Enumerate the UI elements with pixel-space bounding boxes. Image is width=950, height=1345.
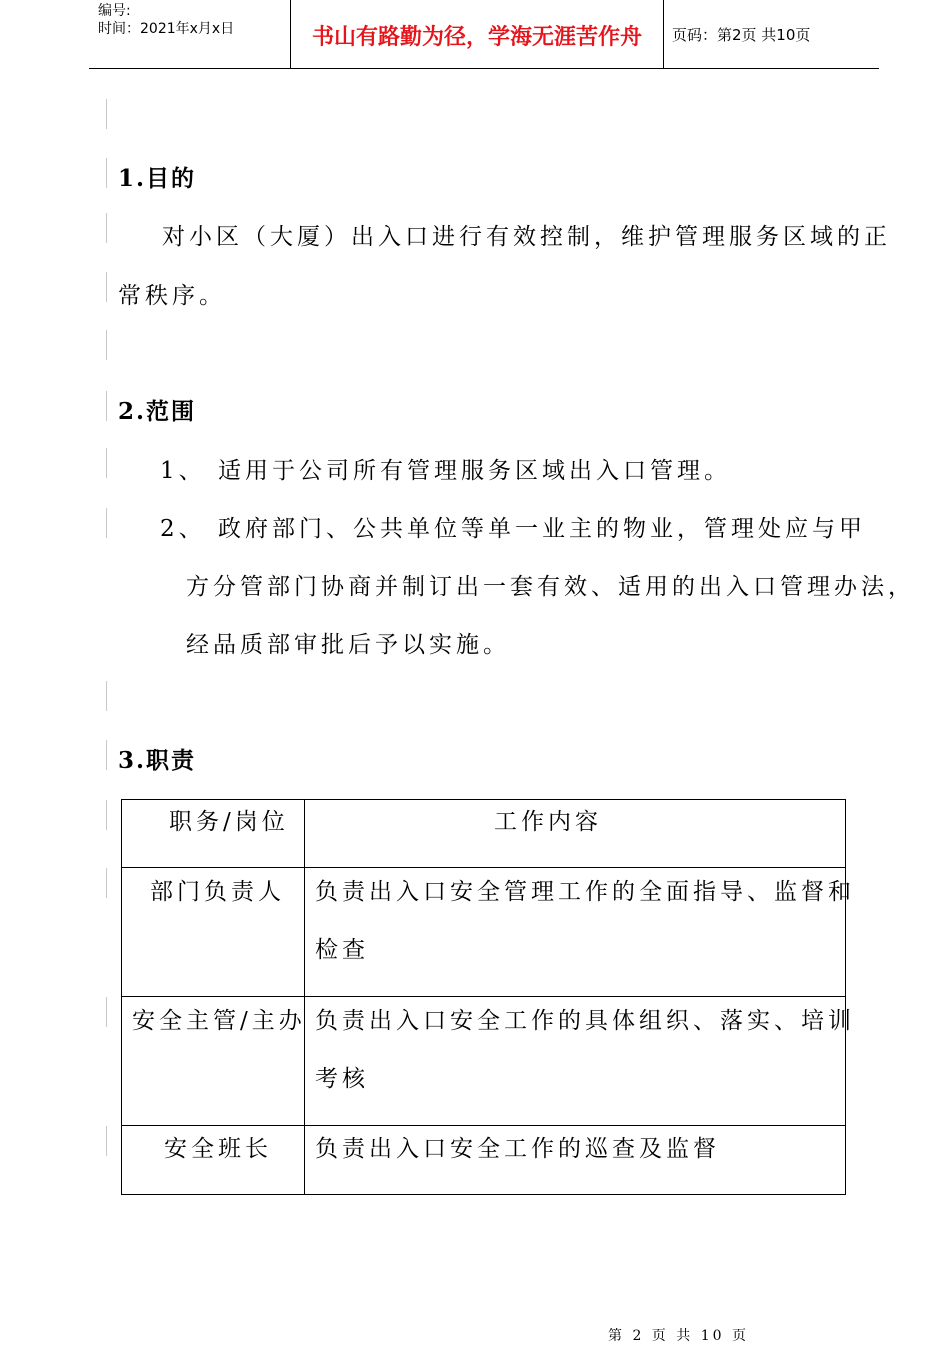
margin-mark	[106, 448, 107, 478]
table-header-cell: 工作内容	[494, 809, 602, 835]
header-motto: 书山有路勤为径，学海无涯苦作舟	[311, 25, 642, 50]
table-content-cell: 负责出入口安全工作的具体组织、落实、培训	[315, 1008, 855, 1034]
table-content-cell: 负责出入口安全管理工作的全面指导、监督和	[315, 879, 855, 905]
margin-mark	[106, 740, 107, 770]
margin-mark	[106, 681, 107, 711]
margin-mark	[106, 330, 107, 360]
table-row-divider	[122, 867, 845, 868]
section-heading-duty: 3.职责	[118, 747, 197, 774]
table-role-cell: 安全班长	[164, 1136, 272, 1162]
table-row-divider	[122, 1125, 845, 1126]
page-footer: 第 2 页 共 10 页	[608, 1328, 749, 1344]
document-number-label: 编号:	[98, 3, 131, 19]
scope-item-number: 2、	[160, 516, 206, 542]
scope-item-text: 适用于公司所有管理服务区域出入口管理。	[218, 458, 731, 484]
table-role-cell: 部门负责人	[150, 879, 285, 905]
purpose-text-line: 常秩序。	[118, 283, 226, 309]
scope-item-text: 经品质部审批后予以实施。	[186, 632, 510, 658]
table-column-divider	[304, 800, 305, 1194]
duty-table	[121, 799, 855, 1195]
scope-item-text: 政府部门、公共单位等单一业主的物业，管理处应与甲	[218, 516, 866, 542]
scope-item-number: 1、	[160, 458, 206, 484]
margin-mark	[106, 997, 107, 1027]
margin-mark	[106, 99, 107, 129]
margin-mark	[106, 868, 107, 898]
margin-mark	[106, 508, 107, 538]
margin-mark	[106, 158, 107, 188]
table-content-cell: 负责出入口安全工作的巡查及监督	[315, 1136, 720, 1162]
table-row-divider	[122, 996, 845, 997]
section-heading-scope: 2.范围	[118, 398, 197, 425]
scope-item-text: 方分管部门协商并制订出一套有效、适用的出入口管理办法，	[186, 574, 915, 600]
document-date: 时间：2021年x月x日	[98, 21, 235, 37]
margin-mark	[106, 1126, 107, 1156]
purpose-text-line: 对小区（大厦）出入口进行有效控制，维护管理服务区域的正	[162, 224, 891, 250]
header-page-info: 页码：第2页 共10页	[672, 26, 811, 44]
table-content-cell: 考核	[315, 1066, 369, 1092]
margin-mark	[106, 391, 107, 421]
page-header	[89, 0, 879, 69]
margin-mark	[106, 272, 107, 302]
section-heading-purpose: 1.目的	[118, 165, 197, 192]
header-divider	[663, 0, 664, 68]
table-role-cell: 安全主管/主办	[132, 1008, 306, 1034]
table-content-cell: 检查	[315, 937, 369, 963]
margin-mark	[106, 800, 107, 830]
header-meta	[98, 2, 234, 38]
margin-mark	[106, 213, 107, 243]
table-header-cell: 职务/岗位	[169, 809, 289, 835]
